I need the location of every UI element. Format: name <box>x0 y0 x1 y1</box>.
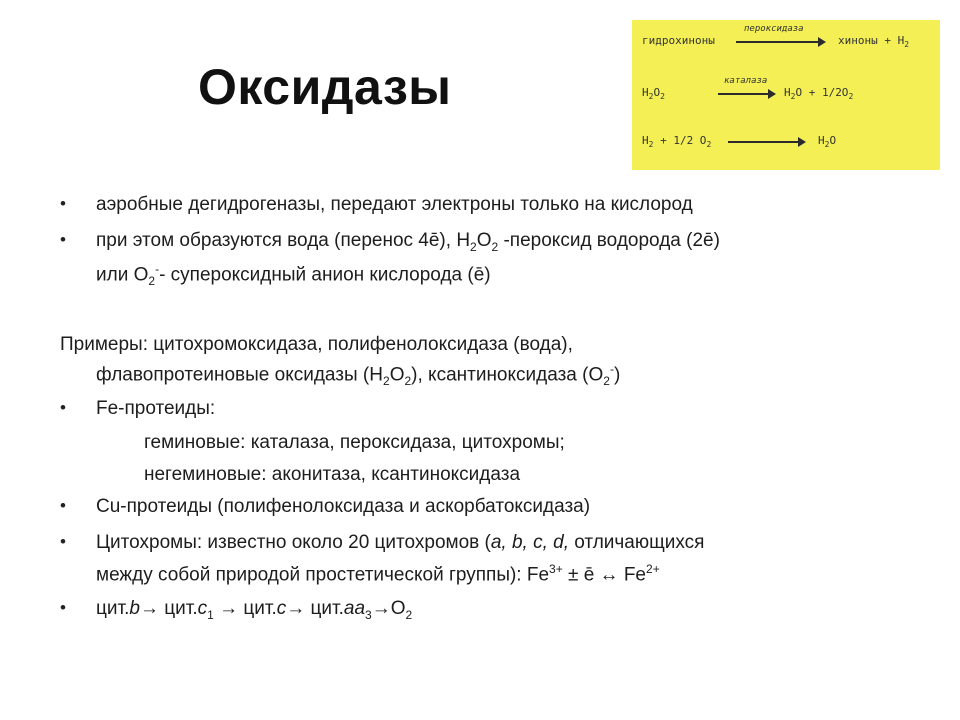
text-line-fe: Fe-протеиды: <box>96 398 216 419</box>
bullet: • <box>60 230 66 249</box>
r2-right: $H_2O + 1/2O_2$ <box>784 86 854 102</box>
r1-left: гидрохиноны <box>642 34 715 47</box>
bullet: • <box>60 496 66 515</box>
text-line-1: аэробные дегидрогеназы, передают электроны только на кислород <box>96 194 693 215</box>
reaction-scheme-image <box>632 20 940 170</box>
r3-left: $H_2 + 1/2$ $O_2$ <box>642 134 712 150</box>
bullet: • <box>60 598 66 617</box>
text-line-heme: геминовые: каталаза, пероксидаза, цитохромы; <box>144 432 565 453</box>
text-line-cu: Cu-протеиды (полифенолоксидаза и аскорбатоксидаза) <box>96 496 591 517</box>
text-line-examples: Примеры: цитохромоксидаза, полифенолоксидаза (вода), <box>60 334 573 355</box>
bullet: • <box>60 194 66 213</box>
r1-right: хиноны + $H_2$ <box>838 34 910 50</box>
r3-arrow <box>728 141 800 143</box>
r1-arrow <box>736 41 820 43</box>
slide-title: Оксидазы <box>198 59 452 115</box>
r2-arrow <box>718 93 770 95</box>
r2-left: $H_2O_2$ <box>642 86 665 102</box>
r2-label: каталаза <box>724 76 768 86</box>
text-line-nonheme: негеминовые: аконитаза, ксантиноксидаза <box>144 464 521 485</box>
bullet: • <box>60 532 66 551</box>
text-line-5: флавопротеиновые оксидазы $(H_2O_2)$, ксантиноксидаза $(O_2^-)$ <box>96 362 621 389</box>
text-line-chain: $цит.b\to цит.c_1 \to цит.c\to цит.aa_3\to O_2$ <box>96 598 413 622</box>
text-line-cyto: Цитохромы: известно около 20 цитохромов (a, b, c, d, отличающихся <box>96 532 705 553</box>
bullet: • <box>60 398 66 417</box>
r3-right: $H_2O$ <box>818 134 837 150</box>
text-line-3: или $O_2^--$ супероксидный анион кислорода (ē) <box>96 262 491 289</box>
text-line-2: при этом образуются вода (перенос 4ē), $H_2O_2$ -пероксид водорода (2ē) <box>96 230 720 254</box>
r1-label: пероксидаза <box>744 24 804 34</box>
text-line-cyto2: между собой природой простетической группы): $Fe^{3+}$ ± ē ↔ $Fe^{2+}$ <box>96 562 660 586</box>
